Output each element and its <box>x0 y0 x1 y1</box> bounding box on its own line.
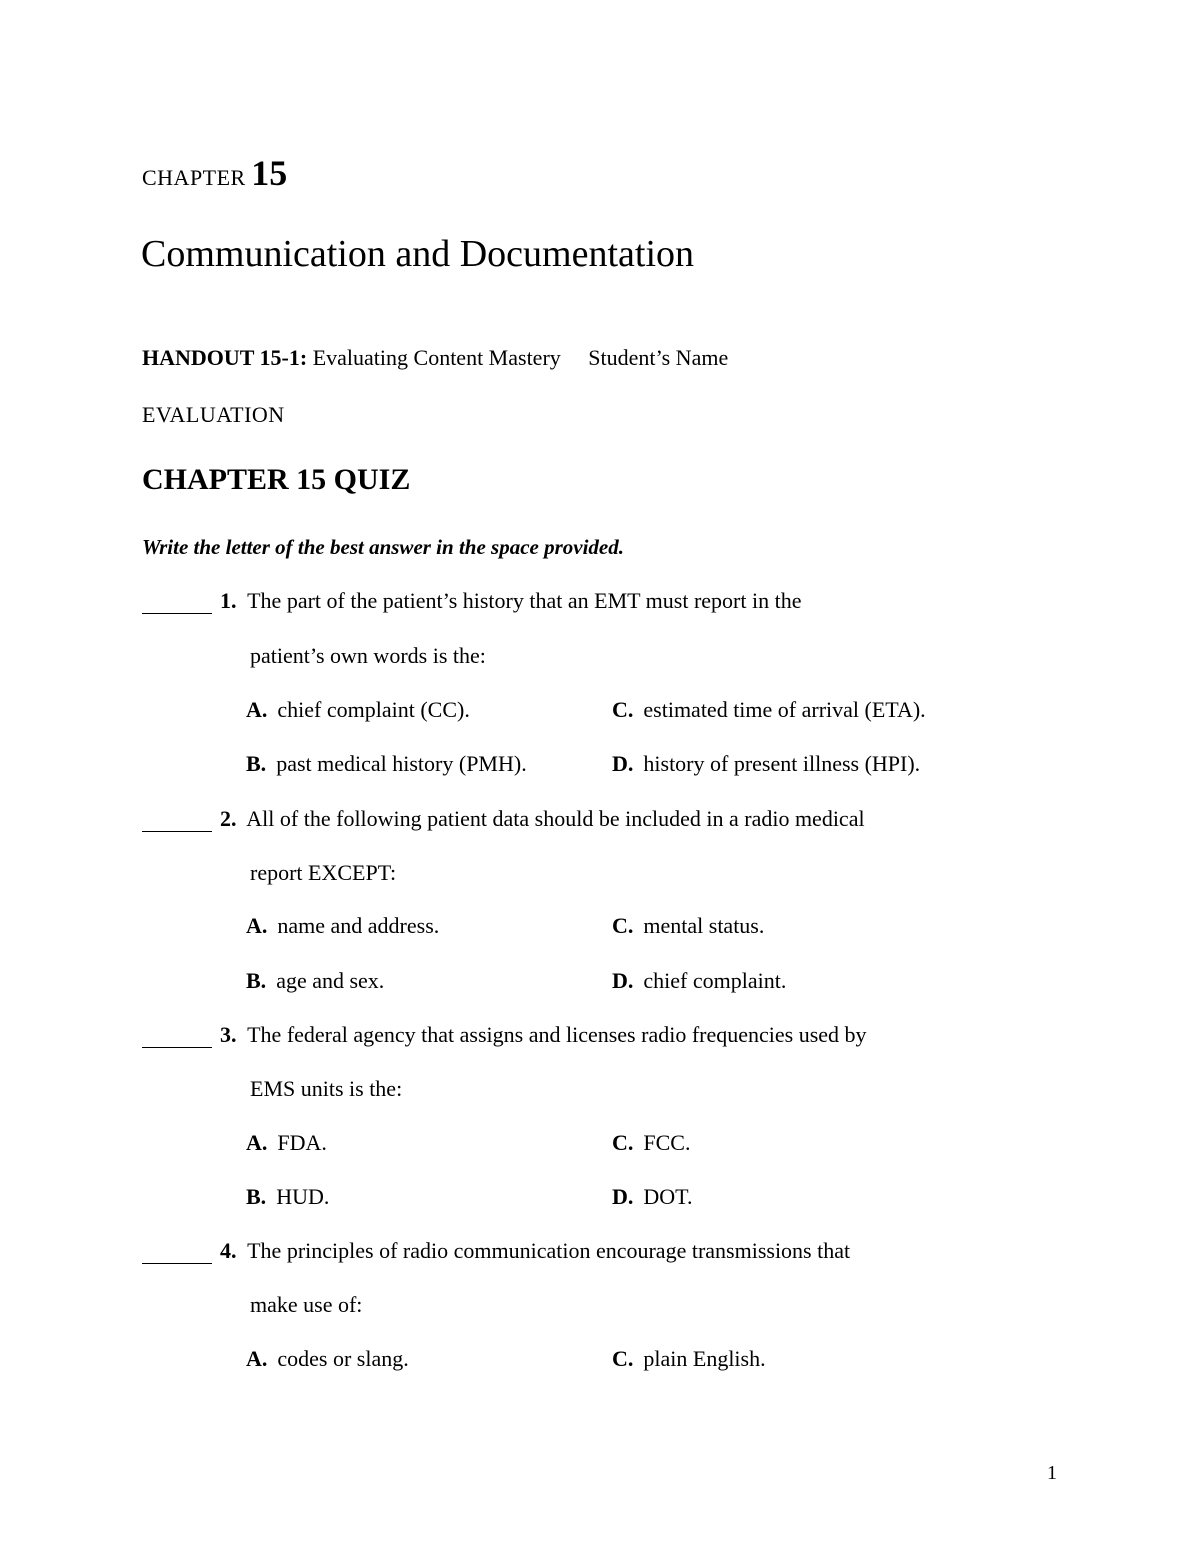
answer-blank[interactable] <box>142 593 212 614</box>
answer-blank[interactable] <box>142 1243 212 1264</box>
question-1 <box>142 588 801 614</box>
question-2 <box>142 806 865 832</box>
question-number: 4. <box>220 1238 237 1263</box>
question-number: 1. <box>220 588 237 613</box>
option-d: D. history of present illness (HPI). <box>612 751 921 776</box>
option-d: D. chief complaint. <box>612 968 787 993</box>
option-a: A. codes or slang. <box>246 1346 409 1371</box>
option-d: D. DOT. <box>612 1184 693 1209</box>
option-b: B. age and sex. <box>246 968 385 993</box>
option-a: A. FDA. <box>246 1130 327 1155</box>
question-3 <box>142 1022 867 1048</box>
option-b: B. HUD. <box>246 1184 330 1209</box>
page-title: Communication and Documentation <box>141 233 695 275</box>
question-text-cont: report EXCEPT: <box>250 860 397 885</box>
quiz-instructions: Write the letter of the best answer in the space provided. <box>142 535 624 559</box>
option-a: A. name and address. <box>246 913 440 938</box>
page-number: 1 <box>1047 1462 1057 1484</box>
question-text: The part of the patient’s history that an EMT must report in the <box>247 588 802 613</box>
question-text: The principles of radio communication encourage transmissions that <box>247 1238 851 1263</box>
question-4 <box>142 1238 850 1264</box>
chapter-number: 15 <box>251 153 288 193</box>
answer-blank[interactable] <box>142 811 212 832</box>
option-c: C. FCC. <box>612 1130 691 1155</box>
handout-label: HANDOUT 15-1: <box>142 345 308 370</box>
question-number: 3. <box>220 1022 237 1047</box>
answer-blank[interactable] <box>142 1027 212 1048</box>
quiz-title: CHAPTER 15 QUIZ <box>142 463 411 496</box>
question-text: All of the following patient data should be included in a radio medical <box>246 806 865 831</box>
chapter-label <box>142 152 287 194</box>
handout-line <box>142 345 728 371</box>
evaluation-heading: EVALUATION <box>142 402 285 427</box>
option-c: C. plain English. <box>612 1346 766 1371</box>
question-text-cont: EMS units is the: <box>250 1076 403 1101</box>
student-name-label: Student’s Name <box>588 345 729 370</box>
question-text-cont: make use of: <box>250 1292 363 1317</box>
handout-text: Evaluating Content Mastery <box>312 345 561 370</box>
option-c: C. estimated time of arrival (ETA). <box>612 697 926 722</box>
question-number: 2. <box>220 806 237 831</box>
option-b: B. past medical history (PMH). <box>246 751 527 776</box>
question-text-cont: patient’s own words is the: <box>250 643 486 668</box>
option-c: C. mental status. <box>612 913 765 938</box>
option-a: A. chief complaint (CC). <box>246 697 470 722</box>
question-text: The federal agency that assigns and licenses radio frequencies used by <box>247 1022 867 1047</box>
chapter-word: CHAPTER <box>142 165 246 190</box>
